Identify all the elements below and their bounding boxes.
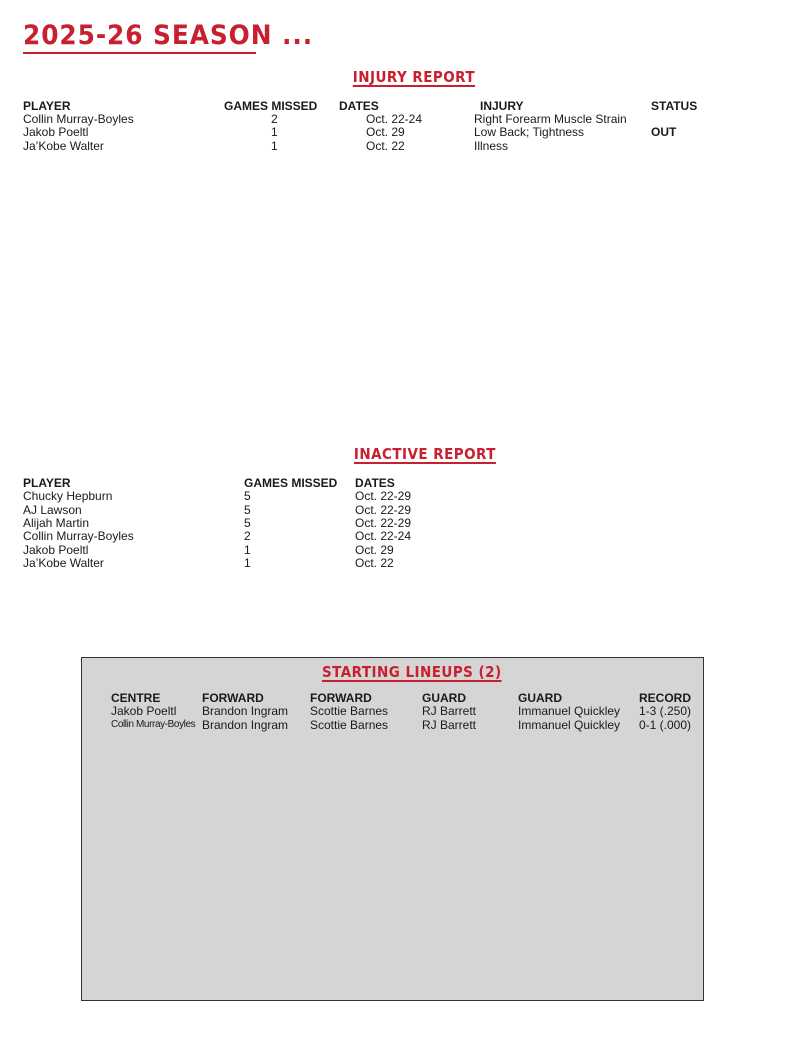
injury-report-title: INJURY REPORT [352,68,476,86]
page-title: 2025-26 SEASON ... [23,20,314,51]
lineup-header-guard-1: GUARD [422,691,466,705]
starting-lineups-title: STARTING LINEUPS (2) [321,663,502,681]
inactive-player: Chucky Hepburn [23,489,113,503]
lineup-record: 0-1 (.000) [639,718,692,732]
injury-player: Collin Murray-Boyles [23,112,134,126]
inactive-dates: Oct. 22-24 [355,529,412,543]
injury-games-missed: 1 [271,125,278,139]
injury-description: Right Forearm Muscle Strain [474,112,627,126]
inactive-header-games-missed: GAMES MISSED [244,476,338,490]
injury-header-player: PLAYER [23,99,71,113]
inactive-dates: Oct. 22 [355,556,394,570]
lineup-header-forward-1: FORWARD [202,691,264,705]
lineup-header-guard-2: GUARD [518,691,562,705]
inactive-player: Alijah Martin [23,516,90,530]
lineup-guard-1: RJ Barrett [422,718,477,732]
injury-dates: Oct. 22-24 [366,112,423,126]
inactive-dates: Oct. 29 [355,543,394,557]
inactive-games-missed: 5 [244,516,251,530]
injury-player: Ja’Kobe Walter [23,139,104,153]
injury-dates: Oct. 22 [366,139,405,153]
lineup-forward-2: Scottie Barnes [310,718,389,732]
inactive-dates: Oct. 22-29 [355,489,412,503]
lineup-header-record: RECORD [639,691,692,705]
inactive-player: Jakob Poeltl [23,543,89,557]
lineup-header-centre: CENTRE [111,691,161,705]
inactive-report-title: INACTIVE REPORT [353,445,496,463]
injury-header-status: STATUS [651,99,698,113]
lineup-forward-1: Brandon Ingram [202,718,289,732]
lineup-guard-2: Immanuel Quickley [518,718,621,732]
injury-header-injury: INJURY [480,99,524,113]
injury-player: Jakob Poeltl [23,125,89,139]
lineup-centre: Collin Murray-Boyles [111,719,196,730]
lineup-centre: Jakob Poeltl [111,704,177,718]
page-title-underline [23,52,256,54]
injury-status: OUT [651,125,677,139]
inactive-games-missed: 5 [244,489,251,503]
lineup-guard-2: Immanuel Quickley [518,704,621,718]
inactive-player: AJ Lawson [23,503,82,517]
inactive-player: Ja’Kobe Walter [23,556,104,570]
injury-description: Low Back; Tightness [474,125,585,139]
lineup-guard-1: RJ Barrett [422,704,477,718]
injury-header-games-missed: GAMES MISSED [224,99,318,113]
inactive-games-missed: 5 [244,503,251,517]
inactive-dates: Oct. 22-29 [355,516,412,530]
inactive-games-missed: 1 [244,543,251,557]
injury-dates: Oct. 29 [366,125,405,139]
inactive-header-player: PLAYER [23,476,71,490]
lineup-record: 1-3 (.250) [639,704,692,718]
lineup-forward-2: Scottie Barnes [310,704,389,718]
injury-games-missed: 1 [271,139,278,153]
injury-header-dates: DATES [339,99,379,113]
lineup-header-forward-2: FORWARD [310,691,372,705]
inactive-games-missed: 1 [244,556,251,570]
inactive-games-missed: 2 [244,529,251,543]
inactive-player: Collin Murray-Boyles [23,529,134,543]
inactive-header-dates: DATES [355,476,395,490]
lineup-forward-1: Brandon Ingram [202,704,289,718]
injury-description: Illness [474,139,509,153]
injury-games-missed: 2 [271,112,278,126]
inactive-dates: Oct. 22-29 [355,503,412,517]
